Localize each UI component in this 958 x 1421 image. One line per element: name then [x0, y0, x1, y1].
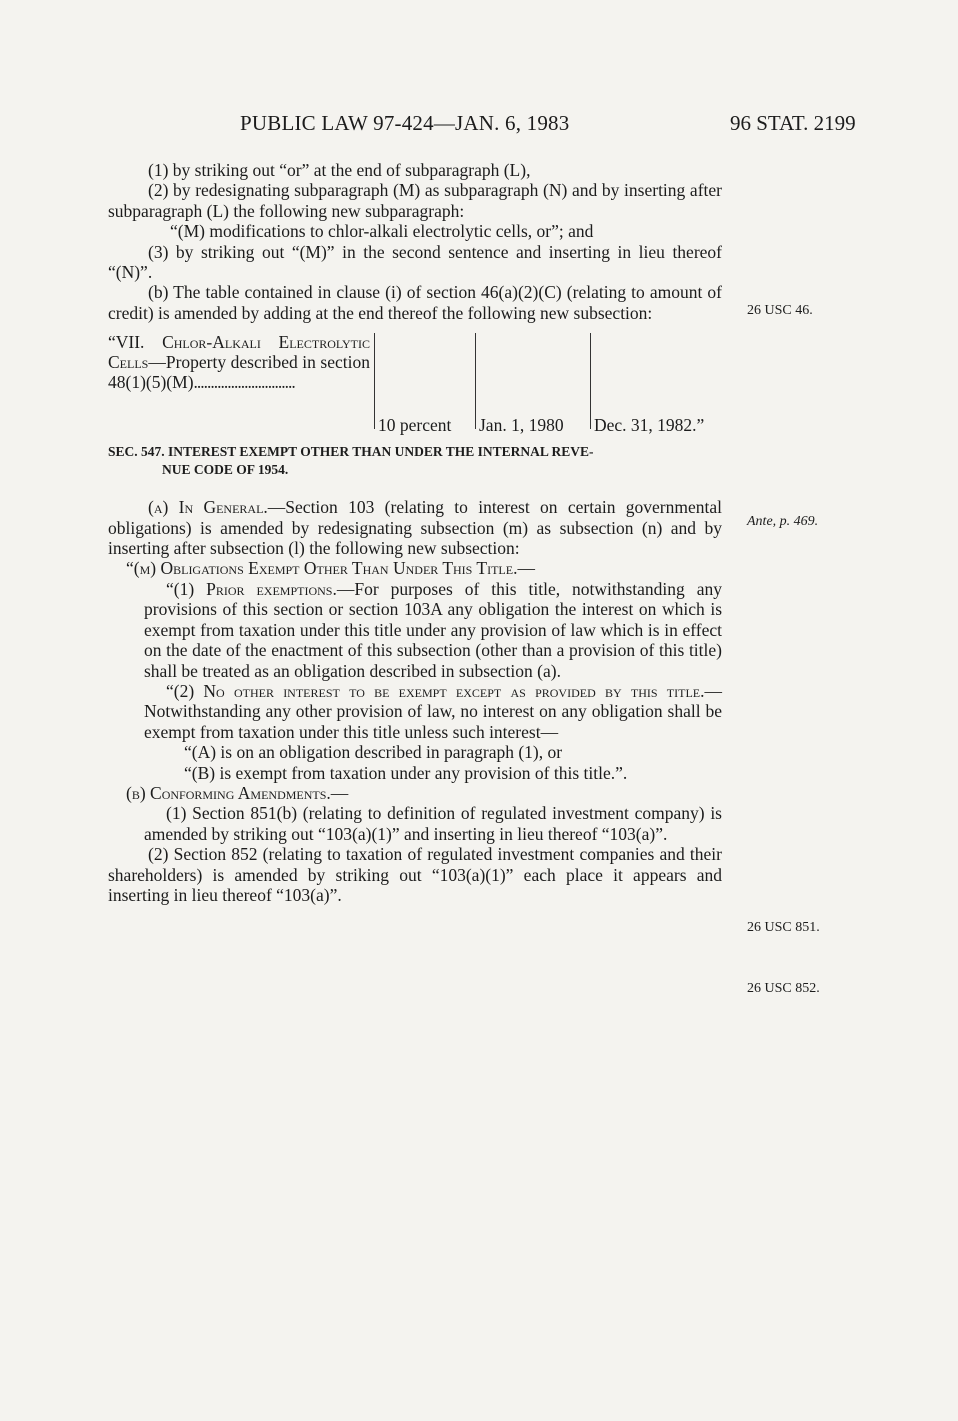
table-cell-from-date: Jan. 1, 1980 — [479, 414, 564, 435]
subsection-a: (a) In General.—Section 103 (relating to interest on certain governmental obligations) is amended by redesignating subsection (m) as subsection (n) and by inserting after subsection (l) the following new subsection: — [108, 497, 722, 559]
document-body — [108, 160, 722, 905]
page-header-title: PUBLIC LAW 97-424—JAN. 6, 1983 — [240, 111, 570, 135]
table-cell-percent: 10 percent — [378, 414, 452, 435]
subsection-b-heading: (b) Conforming Amendments.— — [126, 782, 349, 803]
subparagraph-b: “(B) is exempt from taxation under any provision of this title.”. — [184, 762, 628, 783]
amendment-subparagraph-m: “(M) modifications to chlor-alkali electrolytic cells, or”; and — [170, 221, 594, 242]
paragraph-1-heading: “(1) Prior exemptions. — [166, 578, 337, 599]
conforming-amendment-1: (1) Section 851(b) (relating to definition of regulated investment company) is amended by striking out “103(a)(1)” and inserting in lieu thereof “103(a)”. — [144, 803, 722, 844]
subparagraph-a: “(A) is on an obligation described in paragraph (1), or — [184, 742, 563, 763]
margin-note-usc-46: 26 USC 46. — [747, 303, 813, 318]
table-item-name: Chlor-Alkali Electrolytic Cells — [108, 332, 370, 373]
table-divider — [475, 333, 476, 429]
margin-note-ante: Ante, p. 469. — [747, 514, 819, 529]
margin-note-usc-851: 26 USC 851. — [747, 920, 820, 935]
table-divider — [590, 333, 591, 429]
amendment-item-2: (2) by redesignating subparagraph (M) as subparagraph (N) and by inserting after subparagraph (L) the following new subparagraph: — [108, 180, 722, 221]
credit-table — [108, 333, 722, 435]
paragraph-1-prior-exemptions: “(1) Prior exemptions.—For purposes of this title, notwithstanding any provisions of this section or section 103A any obligation the interest on which is exempt from taxation under this title under any provision of law which is in effect on the date of the enactment of this subsection (other than a provision of this title) shall be treated as an obligation described in subsection (a). — [144, 578, 723, 681]
subsection-m-heading: “(m) Obligations Exempt Other Than Under This Title.— — [126, 558, 535, 579]
section-547-heading: SEC. 547. INTEREST EXEMPT OTHER THAN UNDER THE INTERNAL REVE- NUE CODE OF 1954. — [108, 444, 594, 478]
table-item-description: —Property described in section 48(1)(5)(M) — [108, 352, 370, 392]
subsection-a-heading: (a) In General. — [148, 497, 268, 518]
paragraph-b-table-amendment: (b) The table contained in clause (i) of section 46(a)(2)(C) (relating to amount of credit) is amended by adding at the end thereof the following new subsection: — [108, 282, 722, 323]
amendment-item-1: (1) by striking out “or” at the end of subparagraph (L), — [148, 160, 531, 180]
table-cell-to-date: Dec. 31, 1982.” — [594, 414, 705, 435]
page-header-stat: 96 STAT. 2199 — [730, 111, 856, 135]
table-row-label: “VII. Chlor-Alkali Electrolytic Cells—Property described in section 48(1)(5)(M).............................. — [108, 332, 370, 392]
table-divider — [374, 333, 375, 429]
table-leader-dots: .............................. — [193, 371, 295, 392]
margin-note-usc-852: 26 USC 852. — [747, 981, 820, 996]
amendment-item-3: (3) by striking out “(M)” in the second sentence and inserting in lieu thereof “(N)”. — [108, 241, 722, 283]
paragraph-2-no-other-interest: “(2) No other interest to be exempt except as provided by this title.—Notwithstanding any other provision of law, no interest on any obligation shall be exempt from taxation under this title unless such interest— — [144, 680, 722, 742]
paragraph-2-heading: “(2) No other interest to be exempt except as provided by this title. — [166, 680, 705, 701]
conforming-amendment-2: (2) Section 852 (relating to taxation of regulated investment companies and their shareholders) is amended by striking out “103(a)(1)” each place it appears and inserting in lieu thereof “103(a)”. — [108, 844, 722, 905]
